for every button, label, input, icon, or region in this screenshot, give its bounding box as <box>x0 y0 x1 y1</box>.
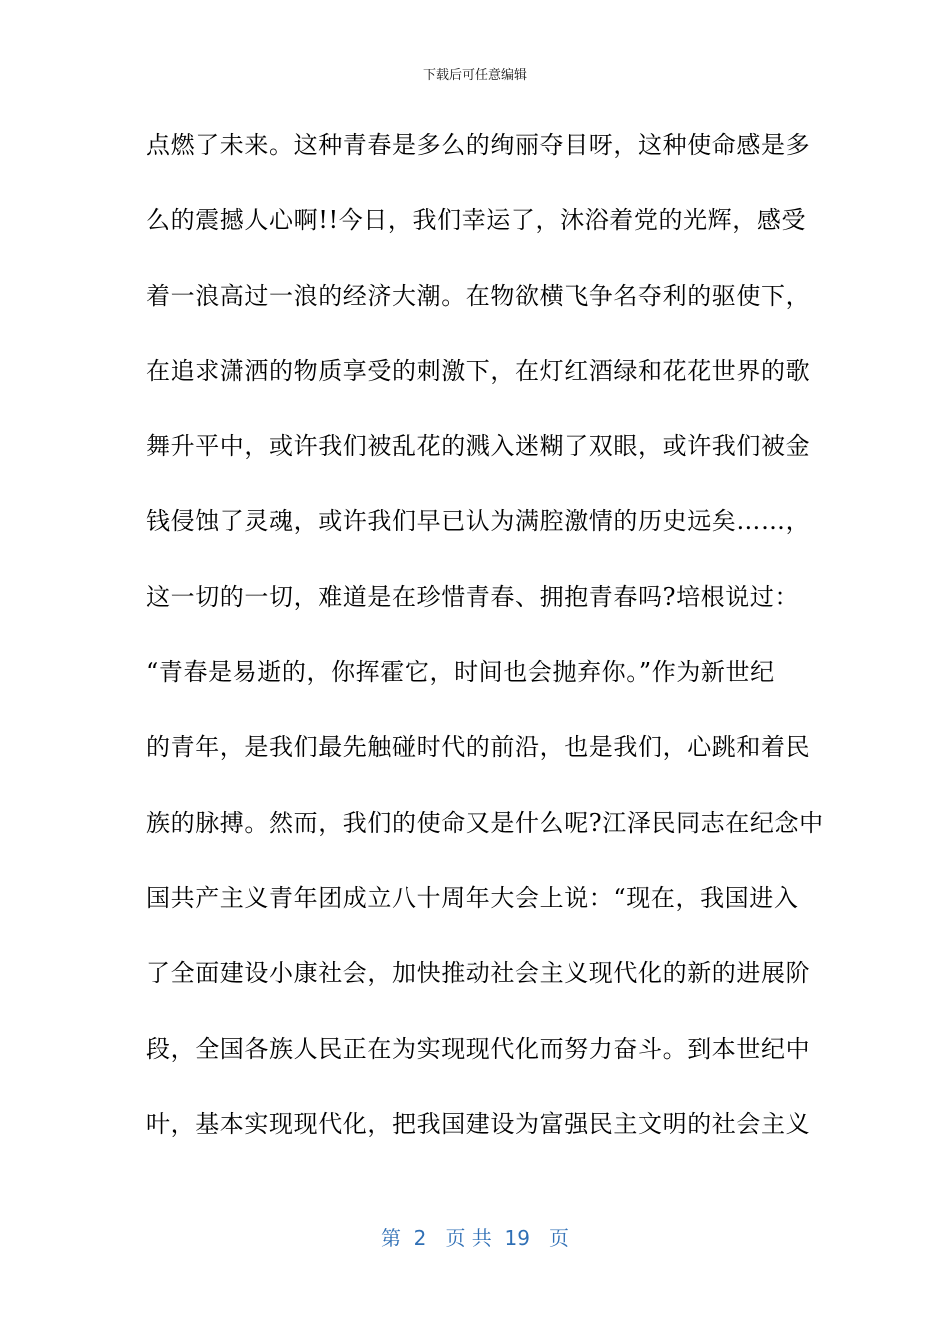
body-line: 钱侵蚀了灵魂，或许我们早已认为满腔激情的历史远矣……， <box>146 507 811 536</box>
body-line: 的青年，是我们最先触碰时代的前沿，也是我们，心跳和着民 <box>146 733 811 762</box>
body-line: 国共产主义青年团成立八十周年大会上说：“现在，我国进入 <box>146 883 799 912</box>
body-line: 叶，基本实现现代化，把我国建设为富强民主文明的社会主义 <box>146 1109 811 1138</box>
body-line: 族的脉搏。然而，我们的使命又是什么呢?江泽民同志在纪念中 <box>146 808 824 837</box>
body-line: 在追求潇洒的物质享受的刺激下，在灯红酒绿和花花世界的歌 <box>146 356 811 385</box>
body-line: 点燃了未来。这种青春是多么的绚丽夺目呀，这种使命感是多 <box>146 131 811 159</box>
page-header: 下载后可任意编辑 <box>422 68 527 83</box>
body-line: 了全面建设小康社会，加快推动社会主义现代化的新的进展阶 <box>146 959 811 988</box>
document-body <box>146 120 824 1174</box>
body-line: 这一切的一切，难道是在珍惜青春、拥抱青春吗?培根说过： <box>146 582 800 611</box>
body-line: 么的震撼人心啊!!今日，我们幸运了，沐浴着党的光辉，感受 <box>146 206 807 235</box>
body-line: 段，全国各族人民正在为实现现代化而努力奋斗。到本世纪中 <box>146 1034 811 1063</box>
body-line: “青春是易逝的，你挥霍它，时间也会抛弃你。”作为新世纪 <box>146 658 775 687</box>
body-line: 着一浪高过一浪的经济大潮。在物欲横飞争名夺利的驱使下， <box>146 281 811 310</box>
body-line: 舞升平中，或许我们被乱花的溅入迷糊了双眼，或许我们被金 <box>146 432 811 461</box>
page-number-footer: 第 2 页 共 19 页 <box>380 1226 570 1250</box>
